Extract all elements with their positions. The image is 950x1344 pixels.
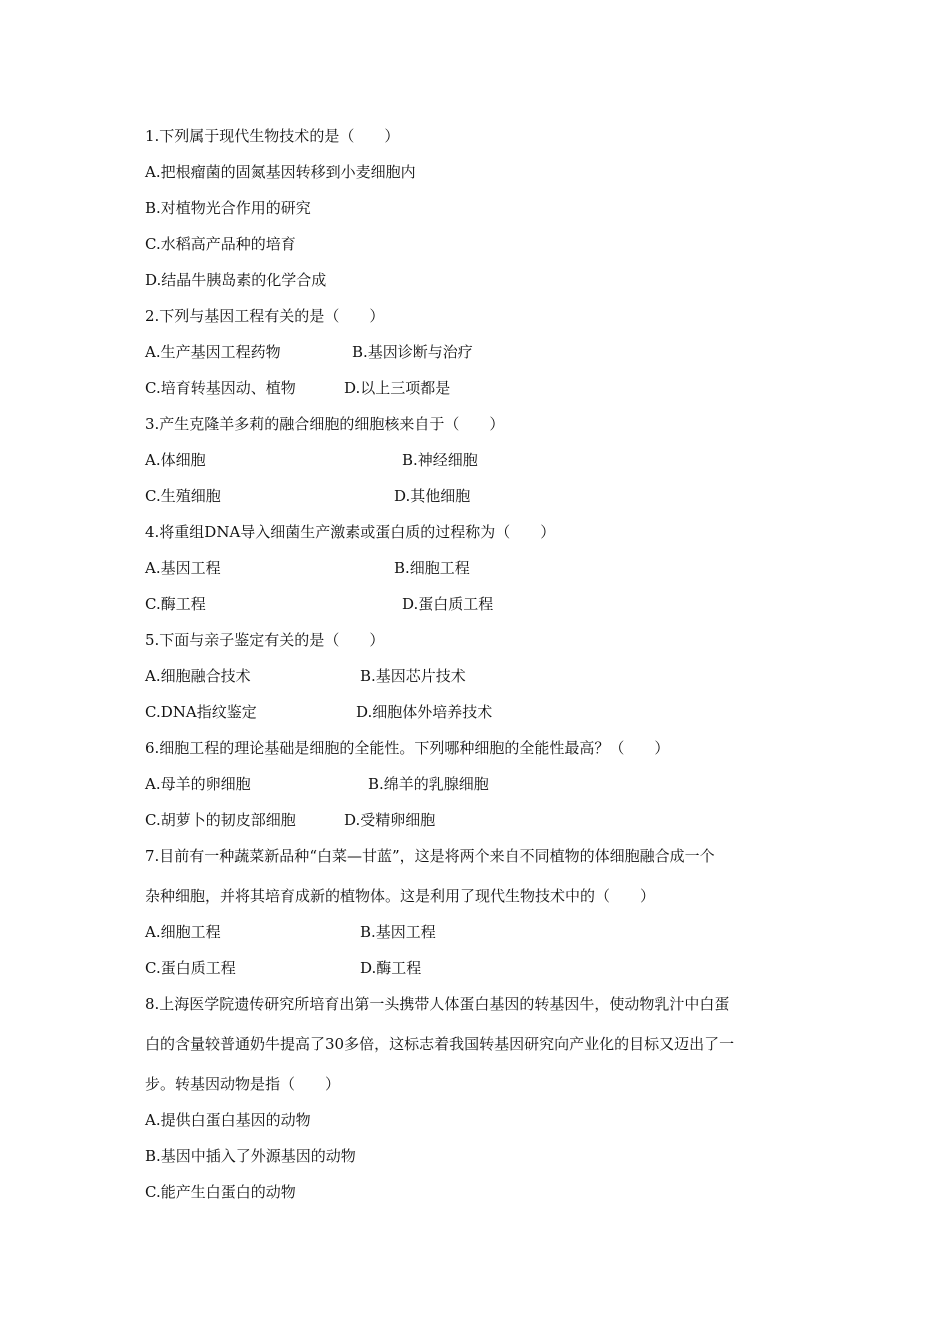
question-5-option-c: C.DNA指纹鉴定 <box>145 703 257 721</box>
question-2-option-b: B.基因诊断与治疗 <box>352 343 473 361</box>
question-7-option-a: A.细胞工程 <box>145 923 221 941</box>
question-8-option-c: C.能产生白蛋白的动物 <box>145 1183 296 1201</box>
question-4-option-a: A.基因工程 <box>145 559 221 577</box>
question-8-stem-line-1: 8.上海医学院遗传研究所培育出第一头携带人体蛋白基因的转基因牛，使动物乳汁中白蛋 <box>145 995 730 1013</box>
question-3-option-d: D.其他细胞 <box>394 487 471 505</box>
question-6-option-c: C.胡萝卜的韧皮部细胞 <box>145 811 296 829</box>
question-8-option-a: A.提供白蛋白基因的动物 <box>145 1111 311 1129</box>
question-3-option-b: B.神经细胞 <box>402 451 478 469</box>
question-5-option-d: D.细胞体外培养技术 <box>356 703 493 721</box>
question-1-option-d: D.结晶牛胰岛素的化学合成 <box>145 271 327 289</box>
question-8-stem-line-2: 白的含量较普通奶牛提高了30多倍，这标志着我国转基因研究向产业化的目标又迈出了一 <box>145 1035 735 1053</box>
question-8-option-b: B.基因中插入了外源基因的动物 <box>145 1147 356 1165</box>
question-2-option-c: C.培育转基因动、植物 <box>145 379 296 397</box>
question-5-stem: 5.下面与亲子鉴定有关的是（ ） <box>145 631 385 649</box>
question-7-option-b: B.基因工程 <box>360 923 436 941</box>
question-1-option-b: B.对植物光合作用的研究 <box>145 199 311 217</box>
question-7-option-d: D.酶工程 <box>360 959 422 977</box>
question-6-option-d: D.受精卵细胞 <box>344 811 436 829</box>
question-2-option-d: D.以上三项都是 <box>344 379 451 397</box>
question-1-option-a: A.把根瘤菌的固氮基因转移到小麦细胞内 <box>145 163 416 181</box>
question-6-option-a: A.母羊的卵细胞 <box>145 775 251 793</box>
question-4-option-b: B.细胞工程 <box>394 559 470 577</box>
question-7-stem-line-1: 7.目前有一种蔬菜新品种“白菜—甘蓝”，这是将两个来自不同植物的体细胞融合成一个 <box>145 847 715 865</box>
question-5-option-a: A.细胞融合技术 <box>145 667 251 685</box>
question-4-stem: 4.将重组DNA导入细菌生产激素或蛋白质的过程称为（ ） <box>145 523 556 541</box>
question-7-stem-line-2: 杂种细胞，并将其培育成新的植物体。这是利用了现代生物技术中的（ ） <box>145 887 656 905</box>
question-4-option-c: C.酶工程 <box>145 595 206 613</box>
question-1-option-c: C.水稻高产品种的培育 <box>145 235 296 253</box>
question-7-option-c: C.蛋白质工程 <box>145 959 236 977</box>
question-5-option-b: B.基因芯片技术 <box>360 667 466 685</box>
question-6-stem: 6.细胞工程的理论基础是细胞的全能性。下列哪种细胞的全能性最高？（ ） <box>145 739 670 757</box>
question-3-option-a: A.体细胞 <box>145 451 206 469</box>
question-1-stem: 1.下列属于现代生物技术的是（ ） <box>145 127 400 145</box>
question-3-stem: 3.产生克隆羊多莉的融合细胞的细胞核来自于（ ） <box>145 415 505 433</box>
question-6-option-b: B.绵羊的乳腺细胞 <box>368 775 489 793</box>
question-8-stem-line-3: 步。转基因动物是指（ ） <box>145 1075 341 1093</box>
question-2-option-a: A.生产基因工程药物 <box>145 343 281 361</box>
question-2-stem: 2.下列与基因工程有关的是（ ） <box>145 307 385 325</box>
question-3-option-c: C.生殖细胞 <box>145 487 221 505</box>
question-4-option-d: D.蛋白质工程 <box>402 595 494 613</box>
